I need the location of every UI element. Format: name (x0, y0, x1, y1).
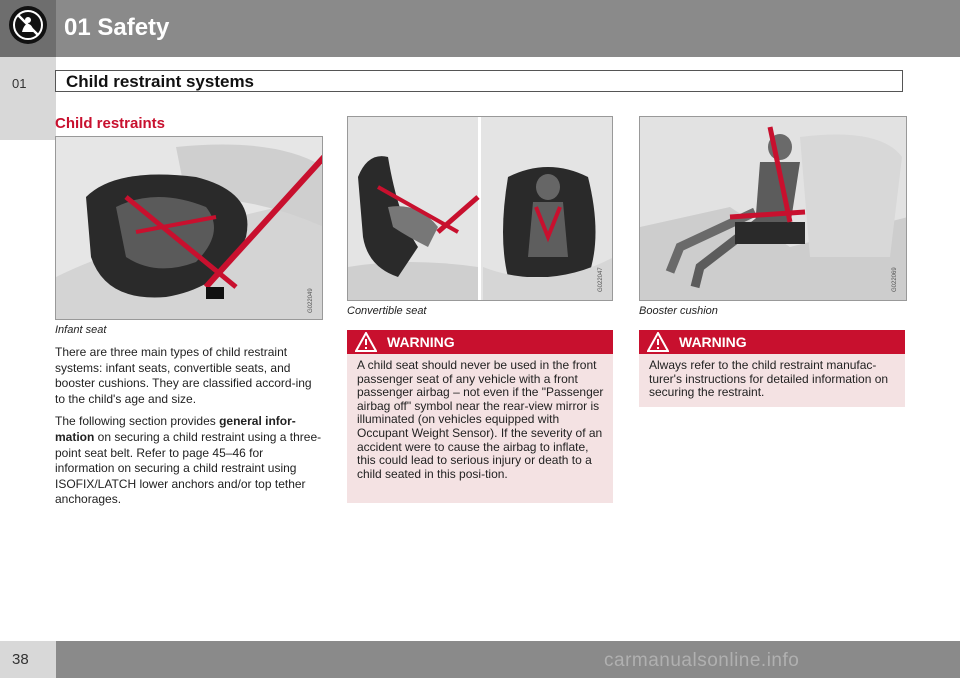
paragraph-1: There are three main types of child restraint systems: infant seats, convertible seats, and booster cushions. They are classified accord-ing to the child's age and size. (55, 345, 312, 406)
warning-title: WARNING (679, 334, 747, 350)
booster-cushion-caption: Booster cushion (639, 305, 718, 317)
warning-text: A child seat should never be used in the front passenger seat of any vehicle with a front passenger airbag – not even if the "Passenger airbag off" symbol near the rear-view mirror is illuminated (on vehicles equipped with Occupant Weight Sensor). If the severity of an accident were to cause the airbag to inflate, this could lead to serious injury or death to a child seated in this posi-tion. (357, 358, 604, 481)
warning-box-manufacturer (639, 330, 905, 407)
warning-header (347, 330, 613, 354)
watermark: carmanualsonline.info (604, 650, 800, 671)
image-code: G022049 (308, 288, 314, 313)
convertible-seat-illustration (347, 116, 613, 301)
chapter-number: 01 (12, 76, 27, 91)
warning-text: Always refer to the child restraint manufac-turer's instructions for detailed information on securing the restraint. (649, 358, 889, 400)
page-number: 38 (12, 651, 29, 668)
chapter-side-tab (0, 57, 56, 140)
section-title: Child restraint systems (66, 72, 255, 91)
chapter-title: 01 Safety (64, 14, 170, 41)
infant-seat-illustration (55, 136, 323, 320)
booster-cushion-illustration (639, 116, 907, 301)
convertible-seat-caption: Convertible seat (347, 305, 427, 317)
warning-header (639, 330, 905, 354)
paragraph-2-text: The following section provides (55, 414, 220, 429)
image-code: G022047 (598, 267, 604, 292)
body-text (55, 345, 323, 515)
paragraph-2 (55, 414, 323, 508)
warning-triangle-icon (355, 332, 377, 352)
paragraph-2-text-end: on securing a child restraint using a three-point seat belt. Refer to page 45–46 for information on securing a child restraint using ISOFIX/LATCH lower anchors and/or top tether anchorages. (55, 429, 322, 507)
page-footer (0, 641, 960, 678)
subheading: Child restraints (55, 115, 166, 132)
warning-box-airbag (347, 330, 613, 503)
paragraph-2-bold: general infor-mation (55, 414, 296, 444)
image-code: G022069 (892, 267, 898, 292)
no-child-seat-icon (9, 6, 47, 44)
infant-seat-caption: Infant seat (55, 324, 107, 336)
warning-title: WARNING (387, 334, 455, 350)
warning-triangle-icon (647, 332, 669, 352)
